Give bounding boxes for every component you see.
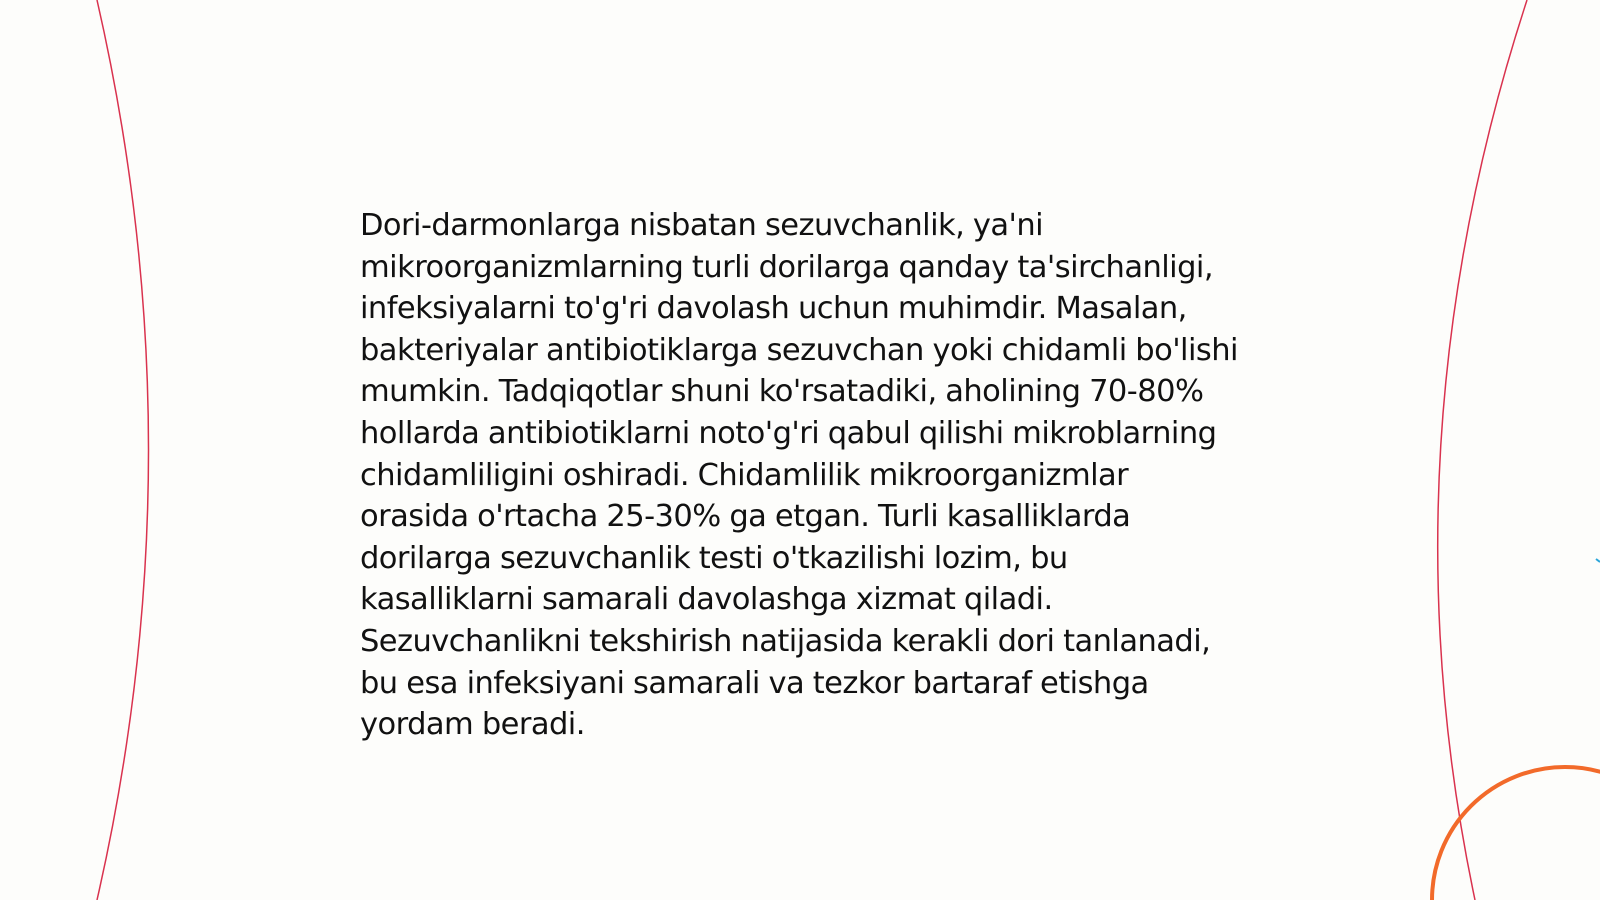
left-arc	[97, 0, 149, 900]
right-arc	[1438, 0, 1527, 900]
corner-circle	[1432, 767, 1600, 900]
accent-mark	[1596, 559, 1600, 562]
slide-body-text: Dori-darmonlarga nisbatan sezuvchanlik, ya'ni mikroorganizmlarning turli dorilarga qanday ta'sirchanligi, infeksiyalarni to'g'ri davolash uchun muhimdir. Masalan, bakteriyalar antibiotiklarga sezuvchan yoki chidamli bo'lishi mumkin. Tadqiqotlar shuni ko'rsatadiki, aholining 70-80% hollarda antibiotiklarni noto'g'ri qabul qilishi mikroblarning chidamliligini oshiradi. Chidamlilik mikroorganizmlar orasida o'rtacha 25-30% ga etgan. Turli kasalliklarda dorilarga sezuvchanlik testi o'tkazilishi lozim, bu kasalliklarni samarali davolashga xizmat qiladi. Sezuvchanlikni tekshirish natijasida kerakli dori tanlanadi, bu esa infeksiyani samarali va tezkor bartaraf etishga yordam beradi.	[360, 208, 1238, 743]
